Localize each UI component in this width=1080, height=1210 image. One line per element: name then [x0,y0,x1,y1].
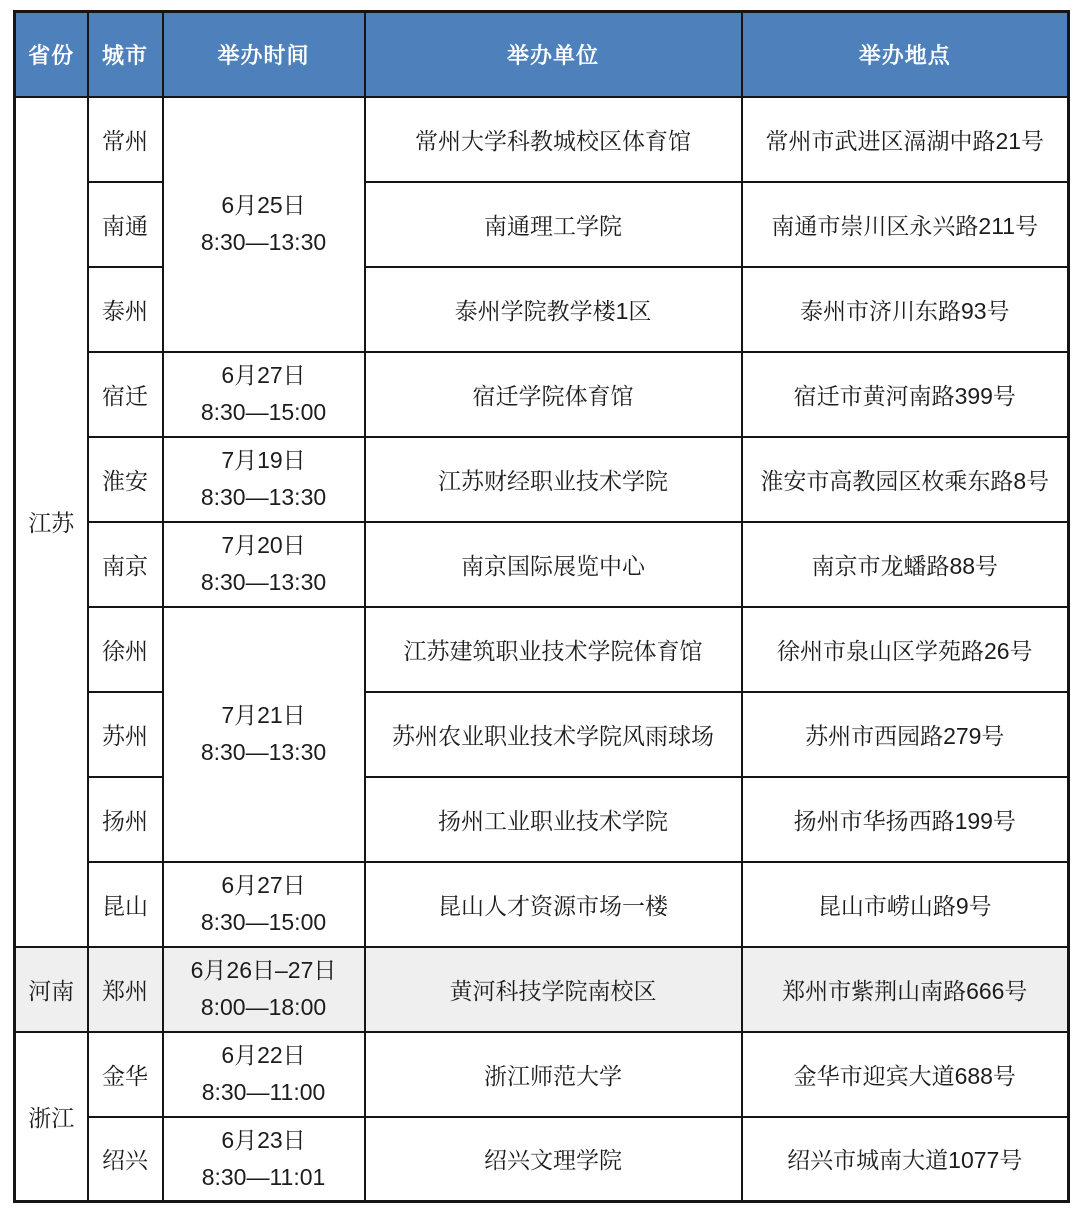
table-row [15,437,1069,522]
time-cell [163,97,365,352]
event-time: 8:30—11:01 [201,1163,326,1190]
header-city: 城市 [88,12,163,97]
city-cell: 扬州 [88,777,163,862]
event-date: 6月26日–27日 [190,957,337,983]
organizer-cell: 浙江师范大学 [365,1032,742,1117]
time-cell [163,522,365,607]
time-cell [163,1117,365,1202]
organizer-cell: 南京国际展览中心 [365,522,742,607]
event-schedule-table-wrap [13,10,1067,1203]
table-row [15,862,1069,947]
address-cell: 淮安市高教园区枚乘东路8号 [742,437,1069,522]
organizer-cell: 扬州工业职业技术学院 [365,777,742,862]
event-date: 7月20日 [221,532,306,558]
organizer-cell: 泰州学院教学楼1区 [365,267,742,352]
city-cell: 郑州 [88,947,163,1032]
table-row [15,1117,1069,1202]
event-schedule-table [13,10,1070,1203]
time-cell [163,437,365,522]
table-row [15,607,1069,692]
address-cell: 绍兴市城南大道1077号 [742,1117,1069,1202]
time-cell [163,1032,365,1117]
header-organizer: 举办单位 [365,12,742,97]
header-location: 举办地点 [742,12,1069,97]
event-date: 7月19日 [221,447,306,473]
city-cell: 南通 [88,182,163,267]
organizer-cell: 苏州农业职业技术学院风雨球场 [365,692,742,777]
event-date: 6月22日 [221,1042,306,1068]
address-cell: 南通市崇川区永兴路211号 [742,182,1069,267]
header-province: 省份 [15,12,88,97]
address-cell: 常州市武进区滆湖中路21号 [742,97,1069,182]
table-row [15,1032,1069,1117]
table-row [15,352,1069,437]
event-time: 8:30—13:30 [200,484,327,510]
event-time: 8:30—13:30 [200,739,327,765]
event-time: 8:30—13:30 [200,229,327,255]
event-time: 8:30—13:30 [200,569,327,595]
organizer-cell: 常州大学科教城校区体育馆 [365,97,742,182]
organizer-cell: 江苏建筑职业技术学院体育馆 [365,607,742,692]
city-cell: 徐州 [88,607,163,692]
city-cell: 南京 [88,522,163,607]
address-cell: 泰州市济川东路93号 [742,267,1069,352]
header-time: 举办时间 [163,12,365,97]
event-time: 8:30—15:00 [200,909,327,935]
event-date: 6月27日 [221,362,306,388]
organizer-cell: 黄河科技学院南校区 [365,947,742,1032]
organizer-cell: 宿迁学院体育馆 [365,352,742,437]
organizer-cell: 江苏财经职业技术学院 [365,437,742,522]
city-cell: 常州 [88,97,163,182]
event-time: 8:30—11:00 [201,1079,326,1105]
event-date: 6月23日 [221,1126,306,1153]
province-cell-henan: 河南 [15,947,88,1032]
table-row-highlighted [15,947,1069,1032]
address-cell: 金华市迎宾大道688号 [742,1032,1069,1117]
event-time: 8:00—18:00 [200,994,327,1020]
city-cell: 宿迁 [88,352,163,437]
organizer-cell: 昆山人才资源市场一楼 [365,862,742,947]
city-cell: 淮安 [88,437,163,522]
time-cell [163,607,365,862]
city-cell: 绍兴 [88,1117,163,1202]
header-row [15,12,1069,97]
table-row [15,97,1069,182]
city-cell: 苏州 [88,692,163,777]
time-cell [163,862,365,947]
province-cell-jiangsu: 江苏 [15,97,88,947]
time-cell [163,352,365,437]
address-cell: 郑州市紫荆山南路666号 [742,947,1069,1032]
address-cell: 南京市龙蟠路88号 [742,522,1069,607]
city-cell: 金华 [88,1032,163,1117]
address-cell: 扬州市华扬西路199号 [742,777,1069,862]
address-cell: 昆山市崂山路9号 [742,862,1069,947]
address-cell: 宿迁市黄河南路399号 [742,352,1069,437]
time-cell [163,947,365,1032]
organizer-cell: 南通理工学院 [365,182,742,267]
address-cell: 苏州市西园路279号 [742,692,1069,777]
address-cell: 徐州市泉山区学苑路26号 [742,607,1069,692]
organizer-cell: 绍兴文理学院 [365,1117,742,1202]
event-date: 6月27日 [221,872,306,898]
table-row [15,522,1069,607]
province-cell-zhejiang: 浙江 [15,1032,88,1202]
event-date: 6月25日 [221,192,306,218]
city-cell: 昆山 [88,862,163,947]
city-cell: 泰州 [88,267,163,352]
event-time: 8:30—15:00 [200,399,327,425]
event-date: 7月21日 [221,702,306,728]
